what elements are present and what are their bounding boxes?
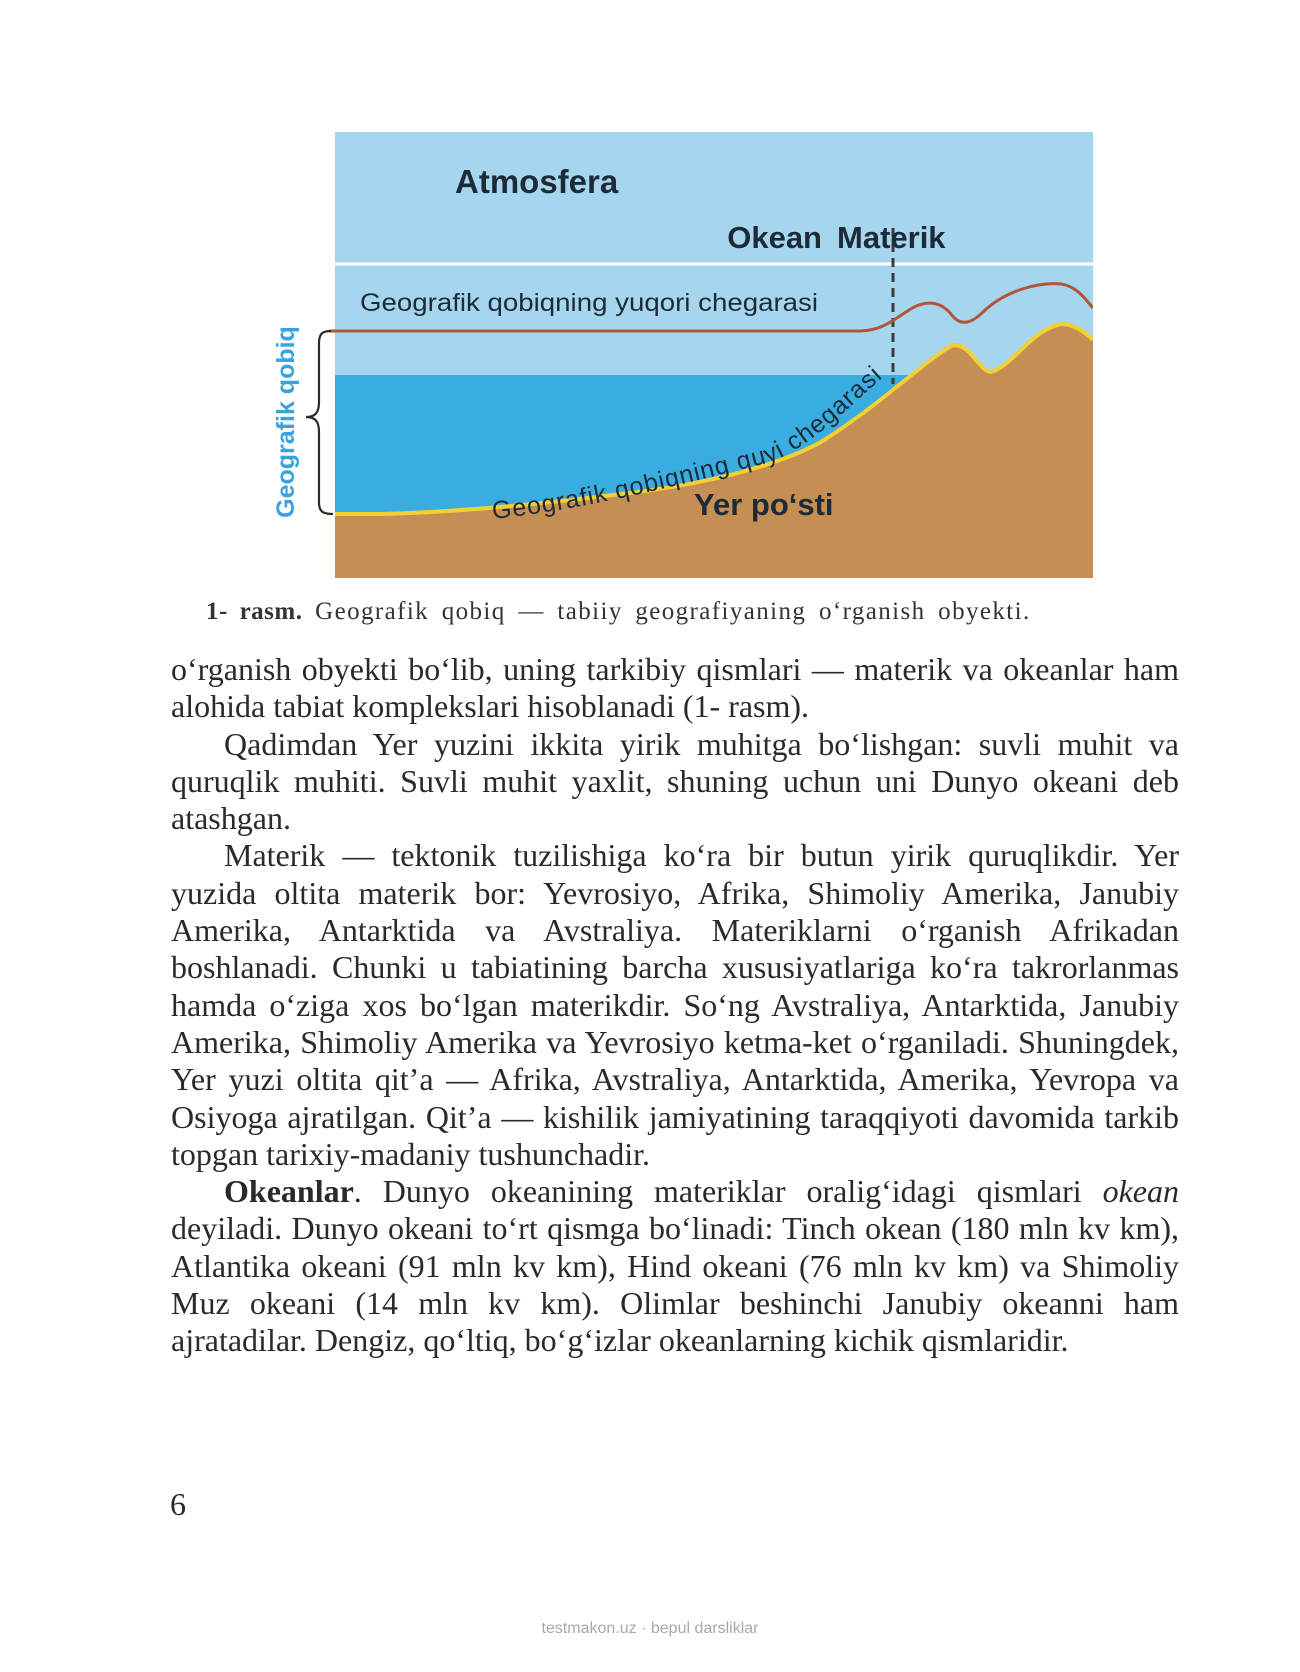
paragraph-4-part-1: . Dunyo okeanining materiklar oralig‘idagi qismlari bbox=[353, 1173, 1103, 1210]
paragraph-2: Qadimdan Yer yuzini ikkita yirik muhitga bo‘lishgan: suvli muhit va quruqlik muhiti. Suvli muhit yaxlit, shuning uchun uni Dunyo okeani deb atashgan. bbox=[171, 725, 1179, 837]
body-text bbox=[171, 651, 1179, 1360]
ocean-label: Okean bbox=[727, 220, 822, 255]
figure-caption bbox=[206, 598, 1166, 626]
page-number: 6 bbox=[170, 1486, 186, 1522]
term-oceans: Okeanlar bbox=[224, 1173, 354, 1210]
upper-boundary-label: Geografik qobiqning yuqori chegarasi bbox=[360, 289, 818, 317]
paragraph-3: Materik — tektonik tuzilishiga ko‘ra bir butun yirik quruqlikdir. Yer yuzida oltita materik bor: Yevrosiyo, Afrika, Shimoliy Amerika, Janubiy Amerika, Antarktida va Avstraliya. Materiklarni o‘rganish Afrikadan boshlanadi. Chunki u tabiatining barcha xususiyatlariga ko‘ra takrorlanmas hamda o‘ziga xos bo‘lgan materikdir. So‘ng Avstraliya, Antarktida, Janubiy Amerika, Shimoliy Amerika va Yevrosiyo ketma-ket o‘rganiladi. Shuningdek, Yer yuzi oltita qit’a — Afrika, Avstraliya, Antarktida, Amerika, Yevropa va Osiyoga ajratilgan. Qit’a — kishilik jamiyatining taraqqiyoti davomida tarkib topgan tarixiy-madaniy tushunchadir. bbox=[171, 837, 1179, 1172]
geographic-envelope-diagram bbox=[261, 132, 1093, 578]
caption-text: Geografik qobiq — tabiiy geografiyaning o‘rganish obyekti. bbox=[315, 598, 1031, 625]
paragraph-4 bbox=[171, 1173, 1179, 1359]
crust-label: Yer po‘sti bbox=[694, 487, 834, 522]
paragraph-4-part-2: deyiladi. Dunyo okeani to‘rt qismga bo‘linadi: Tinch okean (180 mln kv km), Atlantika okeani (91 mln kv km), Hind okeani (76 mln kv km) va Shimoliy Muz okeani (14 mln kv km). Olimlar beshinchi Janubiy okeanni ham ajratadilar. Dengiz, qo‘ltiq, bo‘g‘izlar okeanlarning kichik qismlaridir. bbox=[171, 1210, 1179, 1359]
footer-watermark: testmakon.uz · bepul darsliklar bbox=[541, 1620, 759, 1637]
caption-number: 1- rasm. bbox=[206, 598, 303, 625]
atmosphere-label: Atmosfera bbox=[455, 163, 619, 200]
italic-term-ocean: okean bbox=[1102, 1173, 1179, 1210]
envelope-label: Geografik qobiq bbox=[272, 326, 300, 518]
continent-label: Materik bbox=[837, 220, 946, 255]
lower-boundary-label-path: Geografik qobiqning quyi chegarasi bbox=[490, 360, 888, 526]
paragraph-1: o‘rganish obyekti bo‘lib, uning tarkibiy qismlari — materik va okeanlar ham alohida tabiat komplekslari hisoblanadi (1- rasm). bbox=[171, 651, 1179, 725]
